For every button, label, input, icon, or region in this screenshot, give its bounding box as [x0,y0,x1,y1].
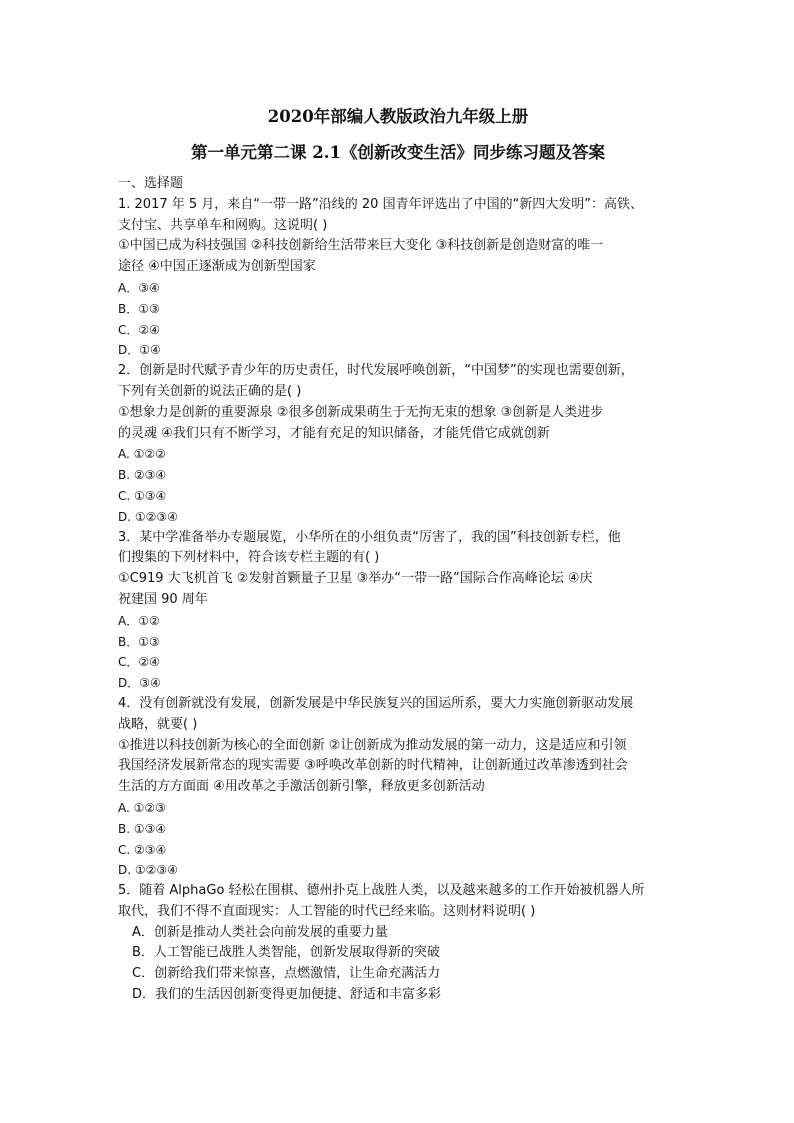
answer-option: D．③④ [118,676,161,691]
answer-option: A．③④ [118,280,160,295]
question-text-line: 取代，我们不得不直面现实：人工智能的时代已经来临。这则材料说明( ) [118,903,536,919]
question-text-line: 的灵魂 ④我们只有不断学习，才能有充足的知识储备，才能凭借它成就创新 [118,425,550,441]
question-2 [118,361,678,527]
answer-option: C．②④ [118,655,160,670]
document-title: 2020年部编人教版政治九年级上册 [267,107,529,126]
answer-option: C. ②③④ [118,842,167,857]
answer-option: D. ①②③④ [118,509,178,524]
section-heading: 一、选择题 [118,176,184,191]
answer-option: D．①④ [118,343,161,358]
question-text-line: 战略，就要( ) [118,716,198,732]
answer-option: A．①② [118,613,160,628]
question-5 [118,881,678,1006]
document-subtitle: 第一单元第二课 2.1《创新改变生活》同步练习题及答案 [191,143,605,162]
question-text-line: 下列有关创新的说法正确的是( ) [118,383,302,399]
answer-option: A. ①②③ [118,800,166,815]
question-text-line: 途径 ④中国正逐渐成为创新型国家 [118,259,316,275]
answer-option: D．我们的生活因创新变得更加便捷、舒适和丰富多彩 [132,987,442,1003]
question-text-line: 2．创新是时代赋予青少年的历史责任，时代发展呼唤创新，“中国梦”的实现也需要创新， [118,363,634,379]
answer-option: A. ①②② [118,447,166,462]
question-1 [118,195,678,361]
question-text-line: 生活的方方面面 ④用改革之手激活创新引擎，释放更多创新活动 [118,779,485,795]
question-4 [118,694,678,881]
question-text-line: 支付宝、共享单车和网购。这说明( ) [118,217,328,233]
answer-option: A．创新是推动人类社会向前发展的重要力量 [132,924,388,940]
answer-option: B．①③ [118,301,160,316]
question-list [118,174,678,1006]
question-text-line: 3．某中学准备举办专题展览，小华所在的小组负责“厉害了，我的国”科技创新专栏，他 [118,529,621,545]
question-text-line: ①C919 大飞机首飞 ②发射首颗量子卫星 ③举办“一带一路”国际合作高峰论坛 ④庆 [118,571,593,587]
answer-option: B．①③ [118,634,160,649]
question-text-line: 5．随着 AlphaGo 轻松在围棋、德州扑克上战胜人类，以及越来越多的工作开始被机器人所 [118,883,645,899]
answer-option: D. ①②③④ [118,863,178,878]
question-text-line: ①中国已成为科技强国 ②科技创新给生活带来巨大变化 ③科技创新是创造财富的唯一 [118,238,604,254]
question-text-line: 们搜集的下列材料中，符合该专栏主题的有( ) [118,550,380,566]
answer-option: B. ②③④ [118,468,167,483]
question-text-line: 4．没有创新就没有发展，创新发展是中华民族复兴的国运所系，要大力实施创新驱动发展 [118,695,634,711]
question-text-line: ①推进以科技创新为核心的全面创新 ②让创新成为推动发展的第一动力，这是适应和引领 [118,737,627,753]
question-text-line: ①想象力是创新的重要源泉 ②很多创新成果萌生于无拘无束的想象 ③创新是人类进步 [118,404,604,420]
question-text-line: 我国经济发展新常态的现实需要 ③呼唤改革创新的时代精神，让创新通过改革渗透到社会 [118,758,628,774]
answer-option: B. ①③④ [118,821,167,836]
document-page [118,100,678,1006]
question-text-line: 祝建国 90 周年 [118,591,208,607]
question-3 [118,528,678,694]
answer-option: C．创新给我们带来惊喜，点燃激情，让生命充满活力 [132,966,441,982]
answer-option: B．人工智能已战胜人类智能，创新发展取得新的突破 [132,945,440,961]
answer-option: C. ①③④ [118,488,167,503]
question-text-line: 1. 2017 年 5 月，来自“一带一路”沿线的 20 国青年评选出了中国的“新四大发明”：高铁、 [118,196,644,212]
answer-option: C．②④ [118,322,160,337]
